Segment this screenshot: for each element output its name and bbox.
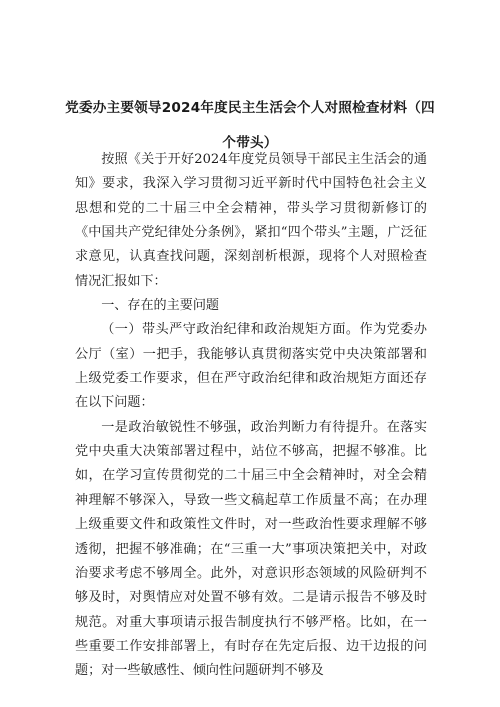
section-heading-main-problems: 一、存在的主要问题 [101,298,220,314]
paragraph-intro: 按照《关于开好2024年度党员领导干部民主生活会的通知》要求，我深入学习贯彻习近平新时代中国特色社会主义思想和党的二十届三中全会精神，带头学习贯彻新修订的《中国共产党纪律处分条例》，紧扣“四个带头”主题，广泛征求意见，认真查找问题，深刻剖析根源，现将个人对照检查情况汇报如下： [75,152,427,289]
document-body [75,148,427,684]
paragraph-problem-details: 一是政治敏锐性不够强，政治判断力有待提升。在落实党中央重大决策部署过程中，站位不够高，把握不够准。比如，在学习宣传贯彻党的二十届三中全会精神时，对全会精神理解不够深入，导致一些文稿起草工作质量不高；在办理上级重要文件和政策性文件时，对一些政治性要求理解不够透彻，把握不够准确；在“三重一大”事项决策把关中，对政治要求考虑不够周全。此外，对意识形态领域的风险研判不够及时，对舆情应对处置不够有效。二是请示报告不够及时规范。对重大事项请示报告制度执行不够严格。比如，在一些重要工作安排部署上，有时存在先定后报、边干边报的问题；对一些敏感性、倾向性问题研判不够及 [75,419,427,679]
subsection-political-discipline: （一）带头严守政治纪律和政治规矩方面。作为党委办公厅（室）一把手，我能够认真贯彻落实党中央决策部署和上级党委工作要求，但在严守政治纪律和政治规矩方面还存在以下问题： [75,322,427,411]
document-title-line-2: 个带头） [222,135,278,151]
document-title-line-1: 党委办主要领导2024年度民主生活会个人对照检查材料（四 [65,100,435,116]
